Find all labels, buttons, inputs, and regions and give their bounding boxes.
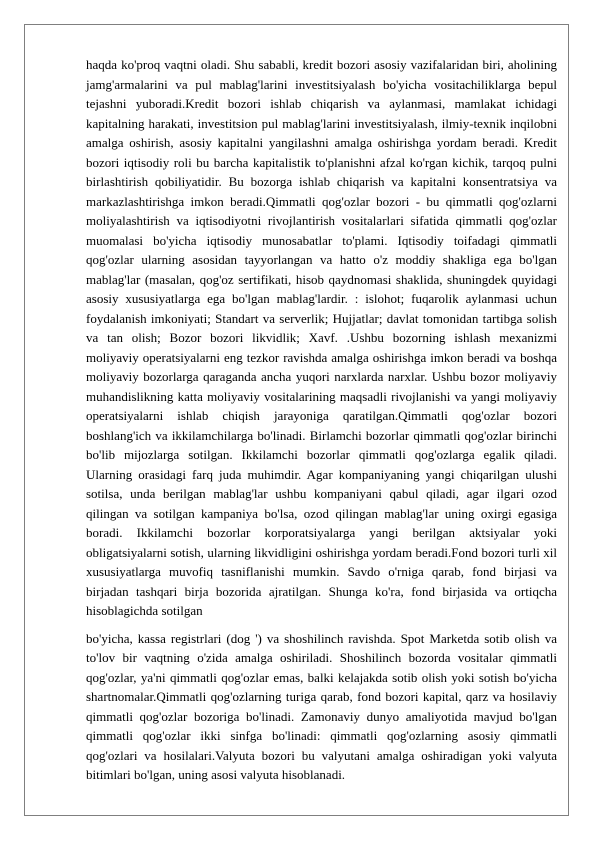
document-body [86,55,557,785]
paragraph-2: bo'yicha, kassa registrlari (dog ') va shoshilinch ravishda. Spot Marketda sotib olish va to'lov bir vaqtning o'zida amalga oshiriladi. Shoshilinch bozorda vositalar qimmatli qog'ozlar, ya'ni qimmatli qog'ozlar emas, balki kelajakda sotib olish yoki sotish bo'yicha shartnomalar.Qimmatli qog'ozlarning turiga qarab, fond bozori kapital, qarz va hosilaviy qimmatli qog'ozlar bozoriga bo'linadi. Zamonaviy dunyo amaliyotida mavjud bo'lgan qimmatli qog'ozlar ikki sinfga bo'linadi: qimmatli qog'ozlarning asosiy qimmatli qog'ozlari va hosilalari.Valyuta bozori bu valyutani amalga oshiradigan yoki valyuta bitimlari bo'lgan, uning asosi valyuta hisoblanadi. [86,630,557,782]
paragraph-1: haqda ko'proq vaqtni oladi. Shu sababli, kredit bozori asosiy vazifalaridan biri, aholining jamg'armalarini va pul mablag'larini investitsiyalash bo'yicha vositachiliklarga bepul tejashni yuboradi.Kredit bozori ishlab chiqarish va aylanmasi, mamlakat ichidagi kapitalning harakati, investitsion pul mablag'larini investitsiyalash, ilmiy-texnik inqilobni amalga oshirish, asosiy kapitalni yangilashni amalga oshirishga yordam beradi. Kredit bozori iqtisodiy roli bu barcha kapitalistik to'planishni afzal ko'rgan kichik, tarqoq pulni birlashtirish qobiliyatidir. Bu bozorga ishlab chiqarish va kapitalni konsentratsiya va markazlashtirishga imkon beradi.Qimmatli qog'ozlar bozori - bu qimmatli qog'ozlarni moliyalashtirish va iqtisodiyotni rivojlantirish vositalarlari sifatida qimmatli qog'ozlar muomalasi bo'yicha iqtisodiy munosabatlar to'plami. Iqtisodiy toifadagi qimmatli qog'ozlar ularning asosidan tayyorlangan va hatto o'z moddiy shakliga ega bo'lgan mablag'lar (masalan, qog'oz sertifikati, hisob qaydnomasi shaklida, shuningdek quyidagi asosiy xususiyatlarga ega bo'lgan mablag'lardir. : islohot; fuqarolik aylanmasi uchun foydalanish imkoniyati; Standart va serverlik; Hujjatlar; davlat tomonidan tartibga solish va tan olish; Bozor bozori likvidlik; Xavf. .Ushbu bozorning ishlash mexanizmi moliyaviy operatsiyalarni eng tezkor ravishda amalga oshirishga imkon beradi va boshqa moliyaviy bozorlarga qaraganda ancha yuqori narxlarda narxlar. Ushbu bozor moliyaviy muhandislikning katta moliyaviy vositalarining maqsadli rivojlanishi va yangi moliyaviy operatsiyalarni ishlab chiqish jarayoniga qaratilgan.Qimmatli qog'ozlar bozori boshlang'ich va ikkilamchilarga bo'linadi. Birlamchi bozorlar qimmatli qog'ozlar birinchi bo'lib mijozlarga sotilgan. Ikkilamchi bozorlar qimmatli qog'ozlarga egalik qiladi. Ularning orasidagi farq juda muhimdir. Agar kompaniyaning yangi chiqarilgan ulushi sotilsa, unda berilgan mablag'lar ushbu kompaniyani qabul qiladi, agar ilgari ozod qilingan va sotilgan kampaniya bo'lsa, ozod qilingan mablag'lar uning oxirgi egasiga boradi. Ikkilamchi bozorlar korporatsiyalarga yangi berilgan aktsiyalar yoki obligatsiyalarni sotish, ularning likvidligini oshirishga yordam beradi.Fond bozori turli xil xususiyatlarga muvofiq tasniflanishi mumkin. Savdo o'rniga qarab, fond birjasi va birjadan tashqari birja bozorida ajratilgan. Shunga ko'ra, fond birjasida va ortiqcha hisoblagichda sotilgan [86,57,557,618]
